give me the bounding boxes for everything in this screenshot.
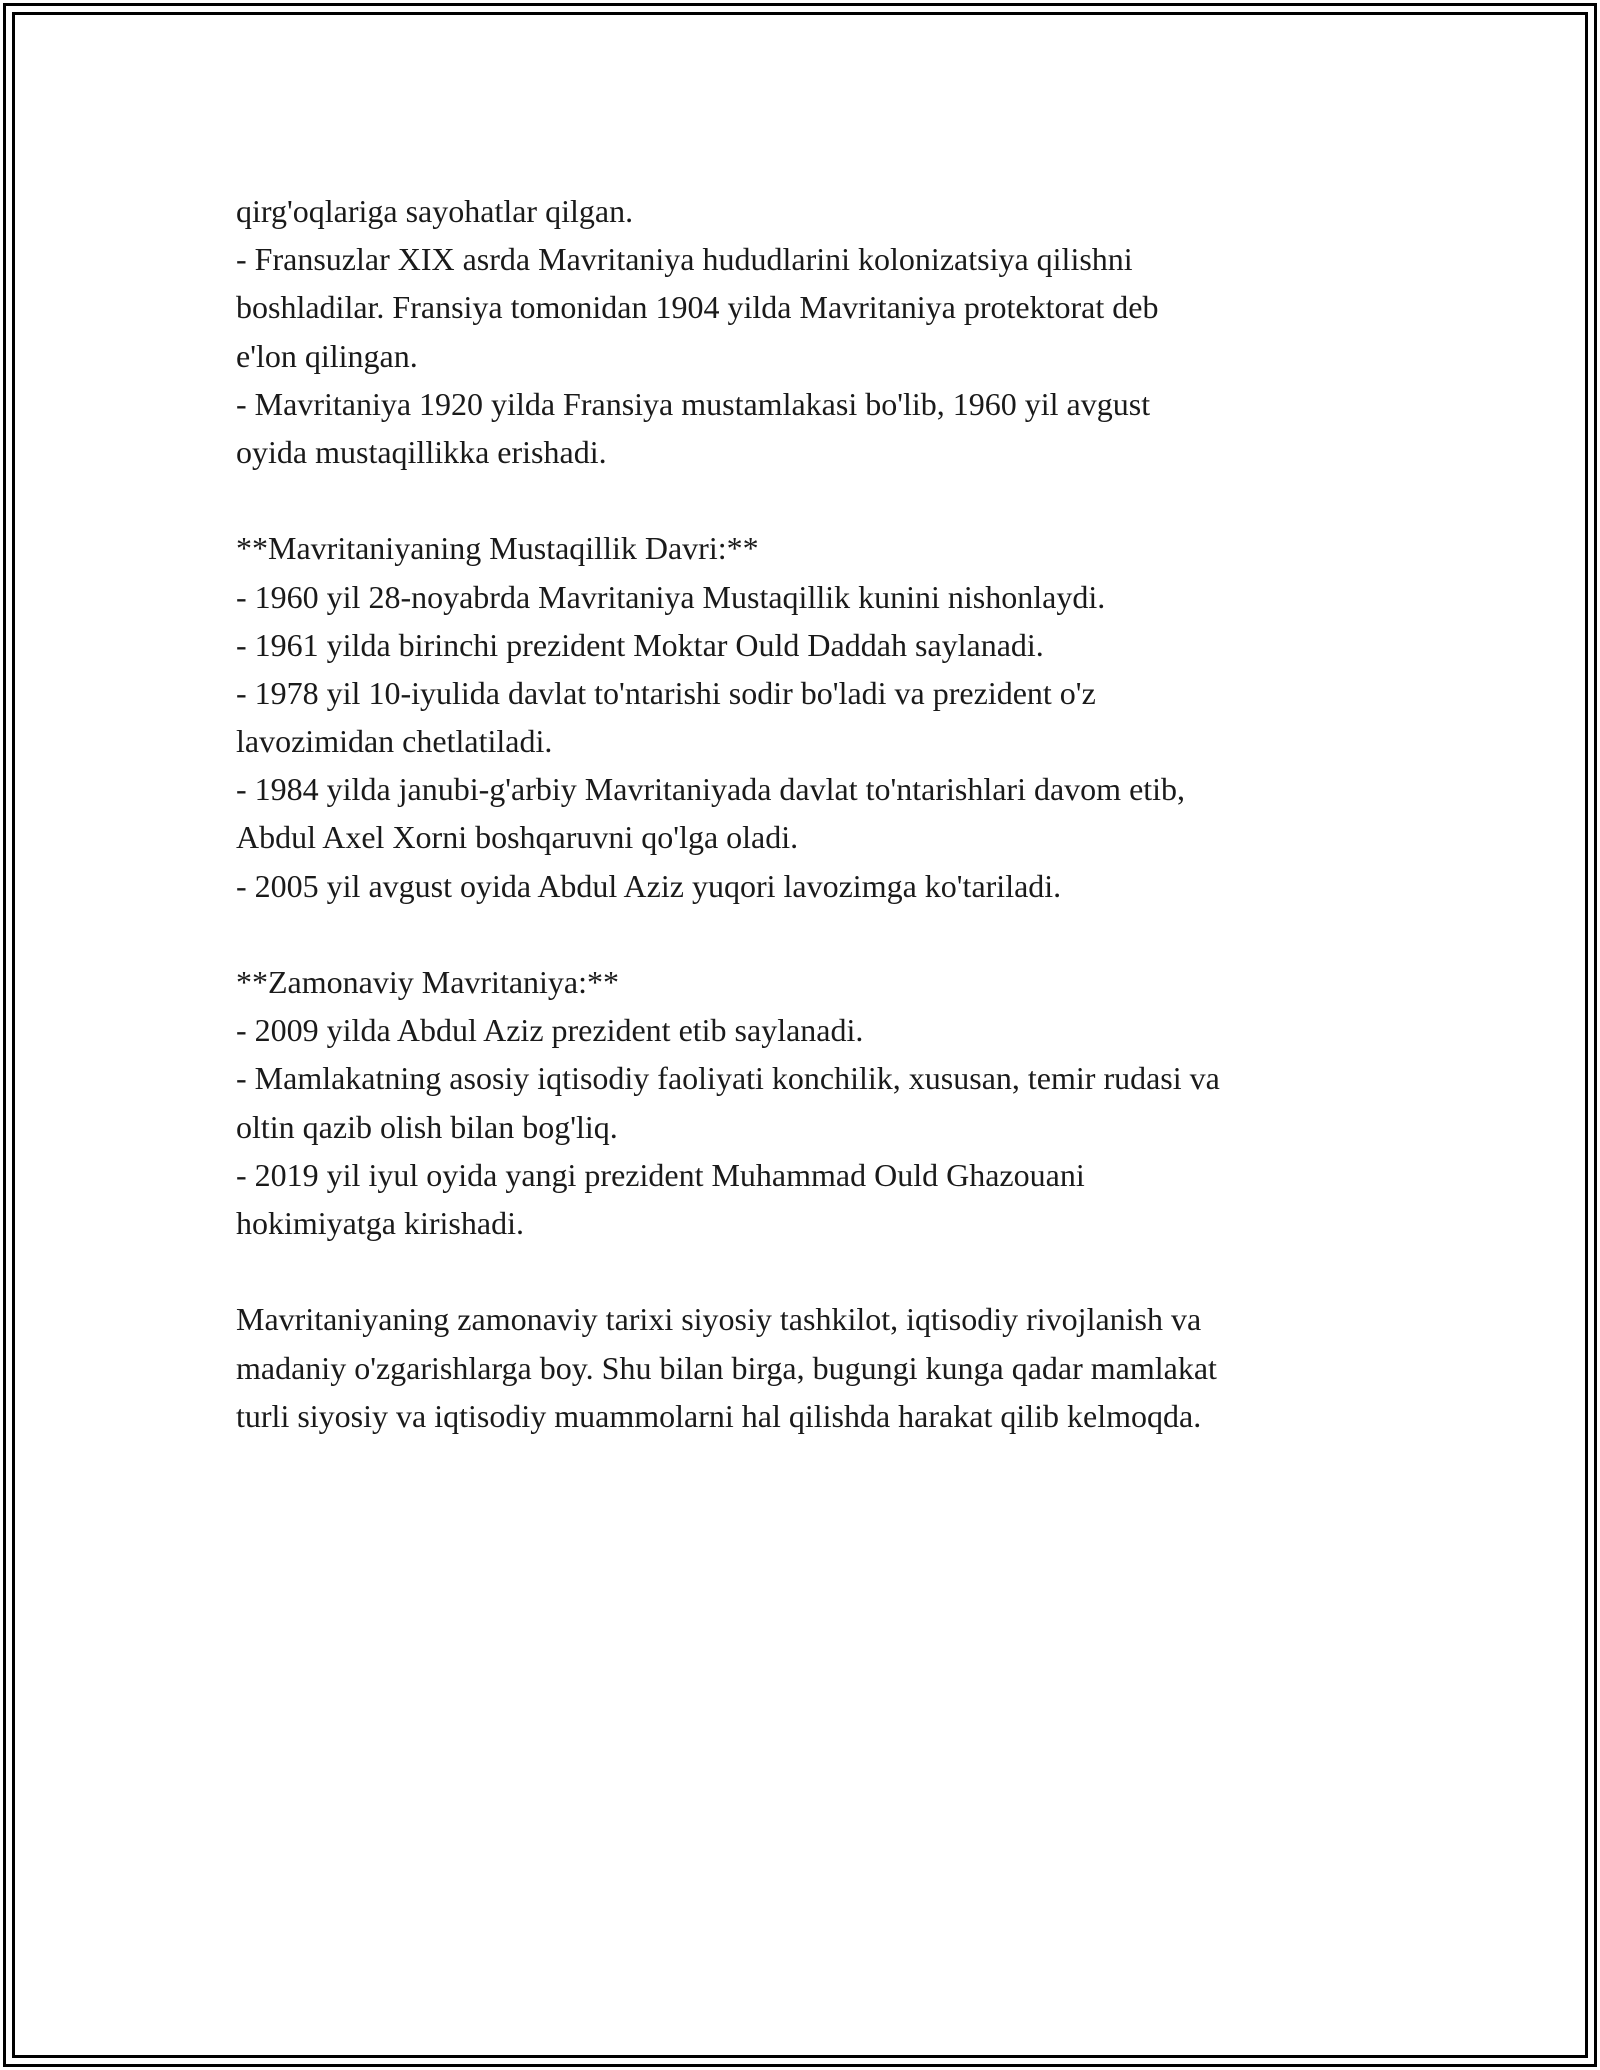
blank-line	[236, 476, 1386, 524]
text-line: - 1960 yil 28-noyabrda Mavritaniya Mustaqillik kunini nishonlaydi.	[236, 578, 1106, 615]
blank-line	[236, 1247, 1386, 1295]
section-heading: **Zamonaviy Mavritaniya:**	[236, 964, 620, 1000]
text-line: hokimiyatga kirishadi.	[236, 1204, 524, 1241]
section-heading: **Mavritaniyaning Mustaqillik Davri:**	[236, 530, 759, 567]
text-line: Abdul Axel Xorni boshqaruvni qo'lga oladi.	[236, 819, 799, 856]
document-body	[236, 187, 1386, 1440]
blank-line	[236, 910, 1386, 958]
paragraph-line: Mavritaniyaning zamonaviy tarixi siyosiy tashkilot, iqtisodiy rivojlanish va	[236, 1301, 1202, 1338]
text-line: - 2009 yilda Abdul Aziz prezident etib saylanadi.	[236, 1012, 864, 1049]
text-line: - 1978 yil 10-iyulida davlat to'ntarishi sodir bo'ladi va prezident o'z	[236, 674, 1096, 711]
text-line: - Fransuzlar XIX asrda Mavritaniya hududlarini kolonizatsiya qilishni	[236, 241, 1133, 278]
paragraph-line: turli siyosiy va iqtisodiy muammolarni hal qilishda harakat qilib kelmoqda.	[236, 1397, 1202, 1434]
text-line: lavozimidan chetlatiladi.	[236, 723, 553, 760]
text-line: - 1961 yilda birinchi prezident Moktar Ould Daddah saylanadi.	[236, 626, 1044, 663]
text-line: qirg'oqlariga sayohatlar qilgan.	[236, 193, 634, 229]
text-line: - Mamlakatning asosiy iqtisodiy faoliyati konchilik, xususan, temir rudasi va	[236, 1060, 1220, 1097]
text-line: boshladilar. Fransiya tomonidan 1904 yilda Mavritaniya protektorat deb	[236, 289, 1159, 326]
text-line: oltin qazib olish bilan bog'liq.	[236, 1108, 618, 1145]
text-line: e'lon qilingan.	[236, 337, 418, 374]
paragraph-line: madaniy o'zgarishlarga boy. Shu bilan birga, bugungi kunga qadar mamlakat	[236, 1349, 1217, 1386]
text-line: - 2005 yil avgust oyida Abdul Aziz yuqori lavozimga ko'tariladi.	[236, 867, 1062, 904]
text-line: - 1984 yilda janubi-g'arbiy Mavritaniyada davlat to'ntarishlari davom etib,	[236, 771, 1186, 808]
text-line: - 2019 yil iyul oyida yangi prezident Muhammad Ould Ghazouani	[236, 1156, 1085, 1193]
text-line: oyida mustaqillikka erishadi.	[236, 433, 607, 470]
text-line: - Mavritaniya 1920 yilda Fransiya mustamlakasi bo'lib, 1960 yil avgust	[236, 385, 1151, 422]
